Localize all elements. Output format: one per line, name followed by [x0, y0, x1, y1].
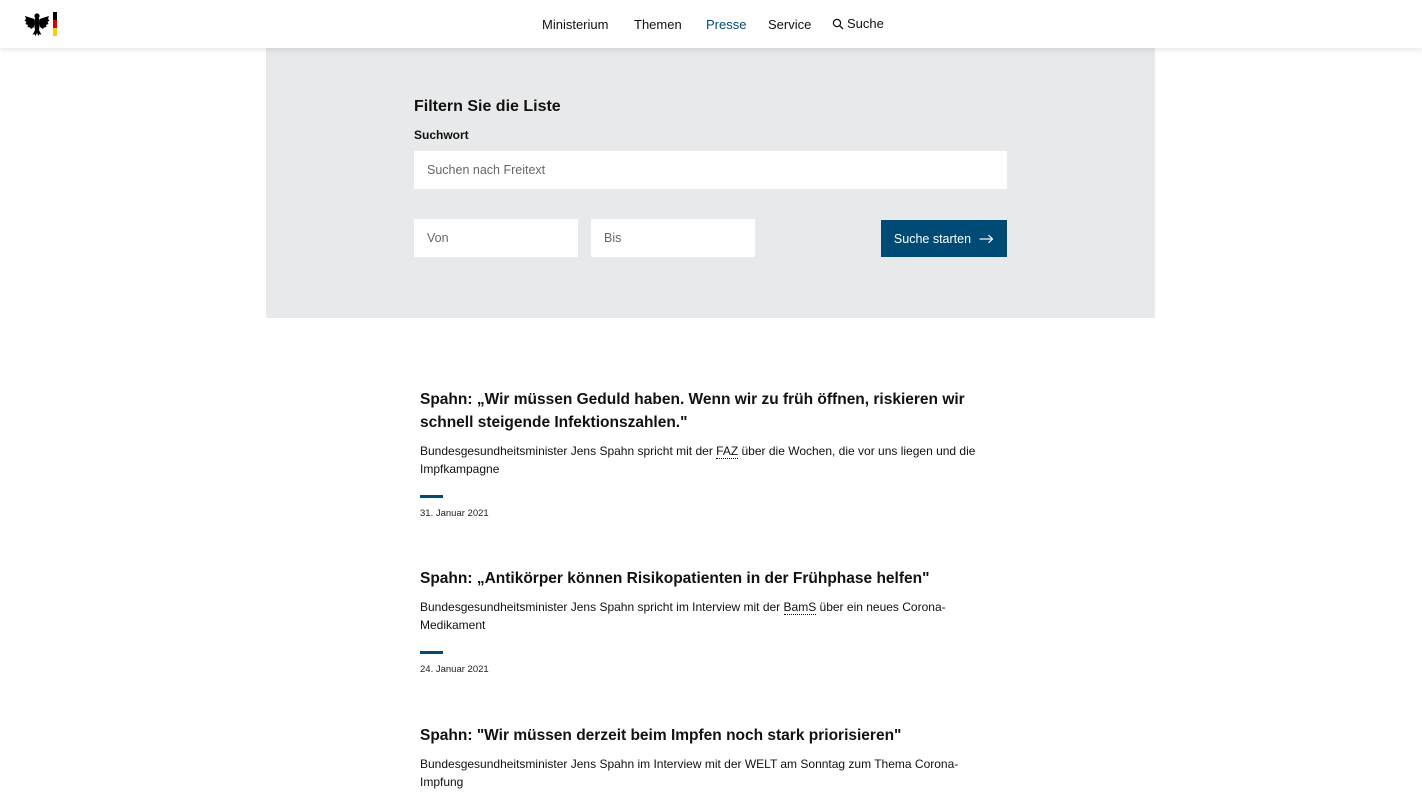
filter-panel — [266, 48, 1155, 318]
nav-item-ministerium[interactable]: Ministerium — [542, 17, 609, 32]
keyword-label: Suchwort — [414, 128, 469, 142]
site-header — [0, 0, 1422, 48]
article-title[interactable]: Spahn: "Wir müssen derzeit beim Impfen noch stark priorisieren" — [420, 727, 902, 744]
nav-item-presse[interactable]: Presse — [706, 17, 747, 32]
article-title[interactable]: Spahn: „Wir müssen Geduld haben. Wenn wir zu früh öffnen, riskieren wir schnell steigende Infektionszahlen." — [420, 391, 965, 431]
article-title[interactable]: Spahn: „Antikörper können Risikopatienten in der Frühphase helfen" — [420, 570, 930, 587]
keyword-search-input[interactable] — [414, 151, 1007, 189]
press-article[interactable] — [420, 388, 990, 520]
abbreviation-faz: FAZ — [716, 444, 739, 458]
filter-title: Filtern Sie die Liste — [414, 98, 561, 115]
article-teaser: Bundesgesundheitsminister Jens Spahn spricht im Interview mit der BamS über ein neues Corona-Medikament — [420, 600, 946, 632]
abbreviation-bams: BamS — [783, 600, 817, 614]
date-from-input[interactable] — [414, 219, 578, 257]
nav-item-service[interactable]: Service — [768, 17, 812, 32]
start-search-button[interactable] — [881, 220, 1007, 257]
accent-bar — [420, 495, 443, 498]
nav-search-link[interactable] — [832, 16, 884, 32]
article-date: 31. Januar 2021 — [420, 508, 489, 519]
press-article[interactable] — [420, 567, 990, 676]
article-teaser: Bundesgesundheitsminister Jens Spahn im Interview mit der WELT am Sonntag zum Thema Corona-Impfung — [420, 757, 959, 789]
nav-item-themen[interactable]: Themen — [634, 17, 682, 32]
start-search-label: Suche starten — [893, 231, 972, 246]
main-navigation — [0, 0, 1422, 48]
arrow-right-icon — [979, 234, 994, 244]
date-to-input[interactable] — [591, 219, 755, 257]
article-teaser: Bundesgesundheitsminister Jens Spahn spricht mit der FAZ über die Wochen, die vor uns liegen und die Impfkampagne — [420, 444, 976, 476]
press-article[interactable] — [420, 724, 990, 791]
nav-search-label: Suche — [847, 16, 884, 31]
accent-bar — [420, 651, 443, 654]
search-icon — [832, 18, 844, 30]
article-date: 24. Januar 2021 — [420, 664, 489, 675]
